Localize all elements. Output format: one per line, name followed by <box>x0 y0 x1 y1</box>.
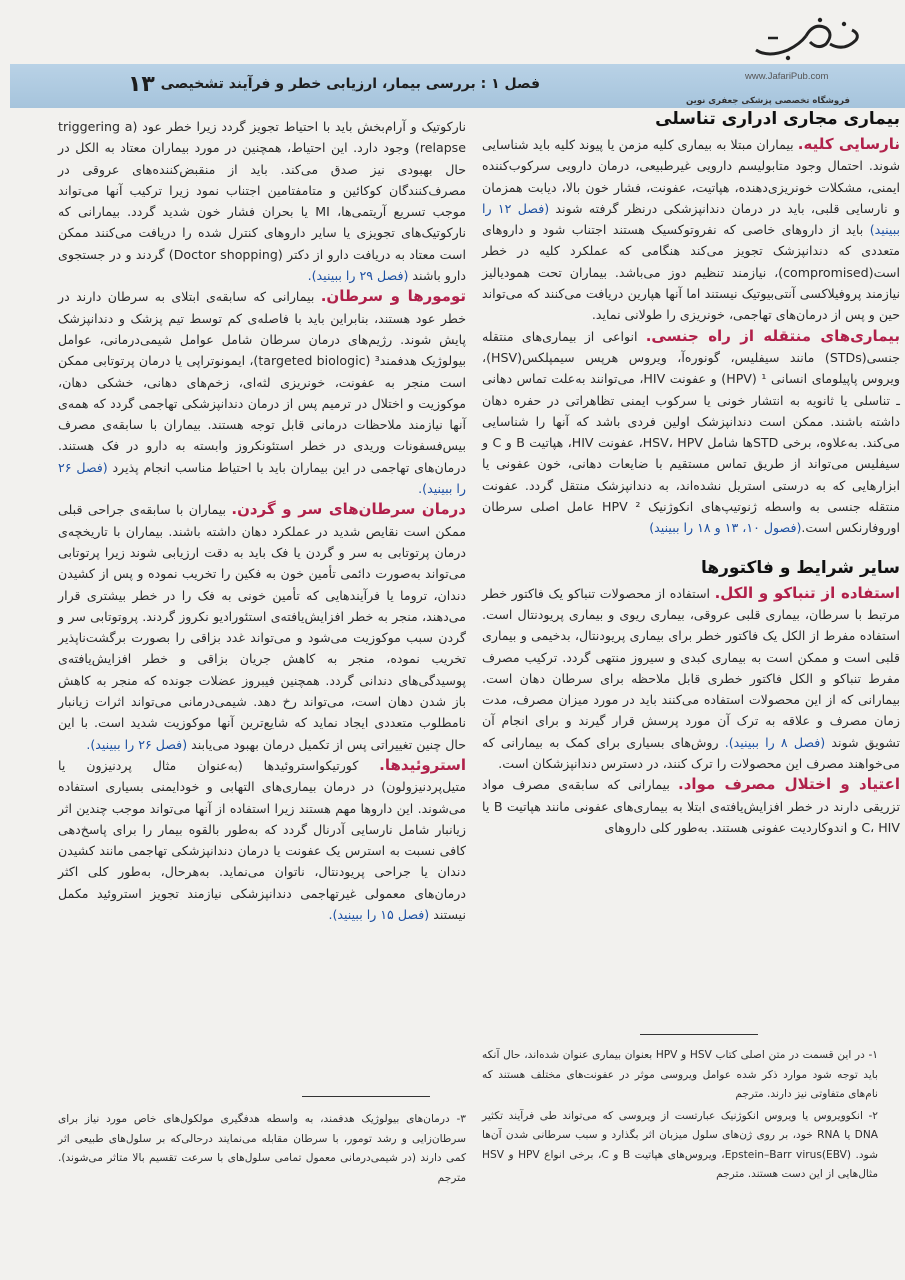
section-title-other-conditions: سایر شرایط و فاکتورها <box>700 557 900 578</box>
paragraph-tumors: تومورها و سرطان. بیمارانی که سابقه‌ی ابتلای به سرطان دارند در خطر عود هستند، بنابراین باید با فاصله‌ی کم توسط تیم پزشک و دندانپزشک پایش شوند. رژیم‌های درمان سرطان شامل عوامل شیمی‌درمانی، عوامل بیولوژیک هدفمند³ (targeted biologic)، ایمونوتراپی یا درمان پرتوتابی ممکن است منجر به عفونت، خونریزی لثه‌ای، زخم‌های دهانی، خشکی دهان، موکوزیت و اختلال در ترمیم پس از درمان دندانپزشکی تهاجمی گردد که همه‌ی آنها نیازمند ملاحظات درمانی قابل توجه هستند. بیماران با سابقه‌ی مصرف بیس‌فسفونات وریدی در خطر استئونکروز وابسته به دارو در فک هستند. درمان‌های تهاجمی در این بیماران باید با احتیاط مناسب انجام پذیرد (فصل ۲۶ را ببینید). <box>58 287 467 497</box>
paragraph-std: بیماری‌های منتقله از راه جنسی. انواعی از بیماری‌های منتقله جنسی(STDs) مانند سیفلیس، گونوره‌آ، ویروس هرپس سیمپلکس(HSV)، ویروس پاپیلومای انسانی ¹ (HPV) و عفونت HIV، می‌توانند به‌علت تماس دهانی ـ تناسلی یا ثانویه به انتشار خونی یا سرکوب ایمنی تظاهراتی در حفره دهان داشته باشند. ممکن است دندانپزشک اولین فردی باشد که آنها را شناسایی می‌کند. به‌علاوه، برخی STDها شامل HSV، HPV، عفونت HIV، هپاتیت B و C و سیفلیس می‌تواند از طریق تماس مستقیم با ضایعات دهانی، خون عفونی یا ابزارهایی که به درستی استریل نشده‌اند، به دندانپزشک منتقل گردد. عفونت منتقله جنسی به واسطه ژنوتیپ‌های انکوژنیک ² HPV عامل اصلی سرطان اوروفارنکس است.(فصول ۱۰، ۱۳ و ۱۸ را ببینید) <box>482 326 901 536</box>
footnote-divider <box>640 1034 758 1035</box>
paragraph-kidney: نارسایی کلیه. بیماران مبتلا به بیماری کلیه مزمن یا پیوند کلیه باید شناسایی شوند. احتمال وجود متابولیسم دارویی غیرطبیعی، درمان دارویی سرکوب‌کننده ایمنی، مشکلات خونریزی‌دهنده، هپاتیت، عفونت، فشار خون بالا، دیابت همزمان و نارسایی قلبی، باید در درمان دندانپزشکی درنظر گرفته شوند (فصل ۱۲ را ببینید) باید از داروهای خاصی که نفروتوکسیک هستند اجتناب شود و داروهای متعددی که دندانپزشک تجویز می‌کند هنگامی که عملکرد کلیه در خطر است(compromised)، نیازمند تنظیم دوز می‌باشد. بیماران تحت همودیالیز نیازمند پروفیلاکسی آنتی‌بیوتیک نیستند اما آنها هپارین دریافت می‌کنند که می‌تواند حین و پس از درمان‌های تهاجمی، خونریزی را طولانی نماید. <box>482 135 900 323</box>
footnote-3: ۳- درمان‌های بیولوژیک هدفمند، به واسطه هدفگیری مولکول‌های خاص مورد نیاز برای سرطان‌زایی و رشد تومور، با سرطان مقابله می‌نمایند درحالی‌که بر سلول‌های طبیعی اثر کمی دارند (در شیمی‌درمانی معمول تمامی سلول‌های با سرعت تقسیم بالا متاثر می‌شوند). مترجم <box>58 1113 466 1184</box>
chapter-reference-link[interactable]: (فصل ۲۹ را ببینید). <box>307 268 409 284</box>
publisher-caption: فروشگاه تخصصی پزشکی جعفری نوین <box>685 96 850 106</box>
subheading-steroids: استروئیدها. <box>379 755 466 774</box>
subheading-std: بیماری‌های منتقله از راه جنسی. <box>645 326 901 345</box>
page-number: ۱۳ <box>128 72 155 97</box>
subheading-kidney: نارسایی کلیه. <box>797 135 900 153</box>
right-column <box>482 106 900 838</box>
publisher-logo <box>748 14 864 64</box>
chapter-reference-link[interactable]: (فصول ۱۰، ۱۳ و ۱۸ را ببینید) <box>649 520 802 536</box>
section-title-urogenital: بیماری مجاری ادراری تناسلی <box>655 109 900 129</box>
footnote-2: ۲- انکوویروس یا ویروس انکوژنیک عبارتست از ویروسی که می‌تواند طی فرآیند تکثیر DNA یا RNA خود، بر روی ژن‌های سلول میزبان اثر بگذارد و سبب سرطانی شدن آن‌ها شود. (EBV)Epstein–Barr virus، ویروس‌های هپاتیت B و C، برخی انواع HPV و HSV مثال‌هایی از این دست هستند. مترجم <box>482 1109 879 1180</box>
paragraph-head-neck: درمان سرطان‌های سر و گردن. بیماران با سابقه‌ی جراحی قبلی ممکن است نقایص شدید در عملکرد دهان داشته باشند. بیماران با تاریخچه‌ی درمان پرتوتابی به سر و گردن یا فک باید به دقت ارزیابی شوند زیرا پرتوتابی می‌تواند به‌صورت دائمی تأمین خون به فکین را تخریب نموده و پس از کشیدن دندان، تروما یا فرآیندهایی که تأمین خونی به فک را در خطر بیشتری قرار می‌دهند، منجر به خطر افزایش‌یافته‌ی استئورادیو نکروز گردند. پروتوتابی سر و گردن سبب موکوزیت می‌شود و می‌تواند غدد بزاقی را بصورت برگشت‌ناپذیر تخریب نموده، منجر به کاهش جریان بزاقی و خطر افزایش‌یافته‌ی پوسیدگی‌های دندانی گردد. همچنین فیبروز عضلات جونده که منجر به کاهش باز شدن دهان است، می‌تواند رخ دهد. شیمی‌درمانی می‌تواند اثرات زیانبار نامطلوب متعددی ایجاد نماید که شایع‌ترین آنها موکوزیت شدید است. با این حال چنین تغییراتی پس از تکمیل درمان بهبود می‌یابند (فصل ۲۶ را ببینید). <box>58 500 466 752</box>
running-head: فصل ۱ : بررسی بیمار، ارزیابی خطر و فرآیند تشخیصی <box>160 76 540 92</box>
chapter-reference-link[interactable]: (فصل ۸ را ببینید). <box>724 734 826 750</box>
footnote-divider <box>302 1096 430 1097</box>
chapter-reference-link[interactable]: (فصل ۱۵ را ببینید). <box>328 906 430 922</box>
footnote-1: ۱- در این قسمت در متن اصلی کتاب HSV و HPV بعنوان بیماری عنوان شده‌اند، حال آنکه باید توجه شود موارد ذکر شده عوامل ویروسی موثر در عفونت‌های مختلف هستند که نام‌های متفاوتی نیز دارند. مترجم <box>482 1049 878 1100</box>
subheading-tumors: تومورها و سرطان. <box>320 287 466 306</box>
chapter-reference-link[interactable]: (فصل ۲۶ را ببینید). <box>58 459 466 497</box>
paragraph-steroids: استروئیدها. کورتیکواستروئیدها (به‌عنوان مثال پردنیزون یا متیل‌پردنیزولون) در درمان بیماری‌های التهابی و خودایمنی بسیاری استفاده می‌شوند. این داروها مهم هستند زیرا استفاده از آنها می‌تواند موجب چندین اثر زیانبار شامل نارسایی آدرنال گردد که به‌طور بالقوه بیمار را برای پاسخ‌دهی کافی نسبت به استرس یک عفونت یا درمان دندانپزشکی تهاجمی مانند کشیدن دندان یا جراحی پریودنتال، ناتوان می‌نماید. به‌هرحال، به‌طور کلی اکثر درمان‌های معمولی غیرتهاجمی دندانپزشکی نیازمند تجویز استروئید مکمل نیستند (فصل ۱۵ را ببینید). <box>58 755 466 922</box>
footnotes-right <box>482 1046 878 1187</box>
publisher-url: www.JafariPub.com <box>745 71 829 82</box>
chapter-reference-link[interactable]: (فصل ۲۶ را ببینید). <box>86 736 188 752</box>
paragraph-addiction: اعتیاد و اختلال مصرف مواد. بیمارانی که سابقه‌ی مصرف مواد تزریقی دارند در خطر افزایش‌یافته‌ی ابتلا به بیماری‌های عفونی مانند هپاتیت B یا C، HIV و اندوکاردیت عفونی هستند. به‌طور کلی داروهای <box>482 775 900 835</box>
subheading-tobacco: استفاده از تنباکو و الکل. <box>714 583 900 602</box>
chapter-reference-link[interactable]: (فصل ۱۲ را ببینید) <box>482 200 900 238</box>
paragraph-narcotics-cont: نارکوتیک و آرام‌بخش باید با احتیاط تجویز گردد زیرا خطر عود (triggering a relapse) وجود دارد. این احتیاط، همچنین در مورد بیماران معتاد به الکل در حال بهبودی نیز صدق می‌کند. باید از منقبض‌کننده‌های عروقی در مصرف‌کنندگان کوکائین و متامفتامین اجتناب نمود زیرا ترکیب آنها می‌تواند موجب تسریع آریتمی‌ها، MI یا بحران فشار خون شدید گردد. بیمارانی که نارکوتیک‌های تجویزی یا سایر داروهای کنترل شده را دریافت می‌کنند ممکن است معتاد به دریافت دارو از دکتر (Doctor shopping) گردند و در جستجوی دارو باشند (فصل ۲۹ را ببینید). <box>58 119 467 284</box>
paragraph-tobacco: استفاده از تنباکو و الکل. استفاده از محصولات تنباکو یک فاکتور خطر مرتبط با سرطان، بیماری قلبی عروقی، بیماری ریوی و بیماری پریودنتال است. استفاده مفرط از الکل یک فاکتور خطر برای بیماری پریودنتال، بدخیمی و بیماری قلبی است و ممکن است به بیماری کبدی و سیروز منتهی گردد. ترکیب مصرف مفرط تنباکو و الکل فاکتور خطری قابل ملاحظه برای سرطان دهان است. بیمارانی که از این محصولات استفاده می‌کنند باید در مورد میزان مصرف، مدت زمان مصرف و علاقه به ترک آن مورد پرسش قرار گیرند و برای انجام آن تشویق شوند (فصل ۸ را ببینید). روش‌های بسیاری برای کمک به بیمارانی که می‌خواهند مصرف این محصولات را ترک کنند، در دسترس دندانپزشکان است. <box>482 583 900 772</box>
left-column <box>58 116 466 925</box>
subheading-head-neck: درمان سرطان‌های سر و گردن. <box>231 500 466 519</box>
subheading-addiction: اعتیاد و اختلال مصرف مواد. <box>678 775 900 794</box>
footnotes-left <box>58 1110 466 1190</box>
